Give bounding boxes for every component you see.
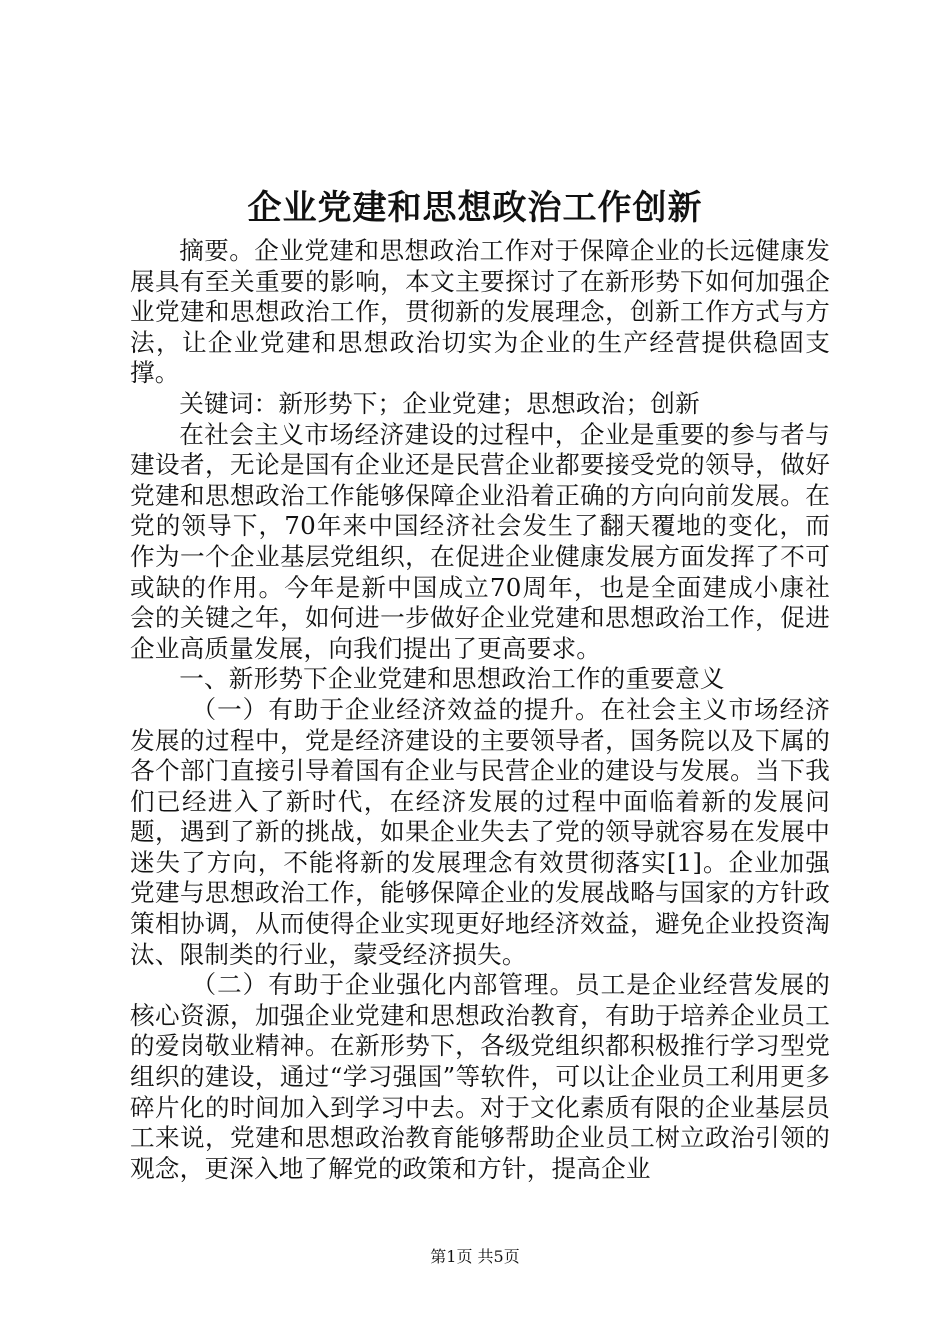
document-title: 企业党建和思想政治工作创新	[247, 188, 703, 228]
intro-paragraph: 在社会主义市场经济建设的过程中，企业是重要的参与者与建设者，无论是国有企业还是民营企业都要接受党的领导，做好党建和思想政治工作能够保障企业沿着正确的方向向前发展。在党的领导下，70年来中国经济社会发生了翻天覆地的变化，而作为一个企业基层党组织，在促进企业健康发展方面发挥了不可或缺的作用。今年是新中国成立70周年，也是全面建成小康社会的关键之年，如何进一步做好企业党建和思想政治工作，促进企业高质量发展，向我们提出了更高要求。	[130, 419, 830, 663]
subsection-paragraph-2: （二）有助于企业强化内部管理。员工是企业经营发展的核心资源，加强企业党建和思想政治教育，有助于培养企业员工的爱岗敬业精神。在新形势下，各级党组织都积极推行学习型党组织的建设，通过“学习强国”等软件，可以让企业员工利用更多碎片化的时间加入到学习中去。对于文化素质有限的企业基层员工来说，党建和思想政治教育能够帮助企业员工树立政治引领的观念，更深入地了解党的政策和方针，提高企业	[130, 970, 830, 1183]
keywords-paragraph: 关键词：新形势下；企业党建；思想政治；创新	[179, 388, 700, 418]
subsection-paragraph-1: （一）有助于企业经济效益的提升。在社会主义市场经济发展的过程中，党是经济建设的主要领导者，国务院以及下属的各个部门直接引导着国有企业与民营企业的建设与发展。当下我们已经进入了新时代，在经济发展的过程中面临着新的发展问题，遇到了新的挑战，如果企业失去了党的领导就容易在发展中迷失了方向，不能将新的发展理念有效贯彻落实[1]。企业加强党建与思想政治工作，能够保障企业的发展战略与国家的方针政策相协调，从而使得企业实现更好地经济效益，避免企业投资淘汰、限制类的行业，蒙受经济损失。	[130, 694, 830, 969]
abstract-paragraph: 摘要。企业党建和思想政治工作对于保障企业的长远健康发展具有至关重要的影响，本文主要探讨了在新形势下如何加强企业党建和思想政治工作，贯彻新的发展理念，创新工作方式与方法，让企业党建和思想政治切实为企业的生产经营提供稳固支撑。	[130, 236, 830, 388]
section-heading: 一、新形势下企业党建和思想政治工作的重要意义	[179, 664, 725, 694]
page-footer: 第1页 共5页	[430, 1247, 520, 1266]
document-body	[130, 236, 830, 1184]
